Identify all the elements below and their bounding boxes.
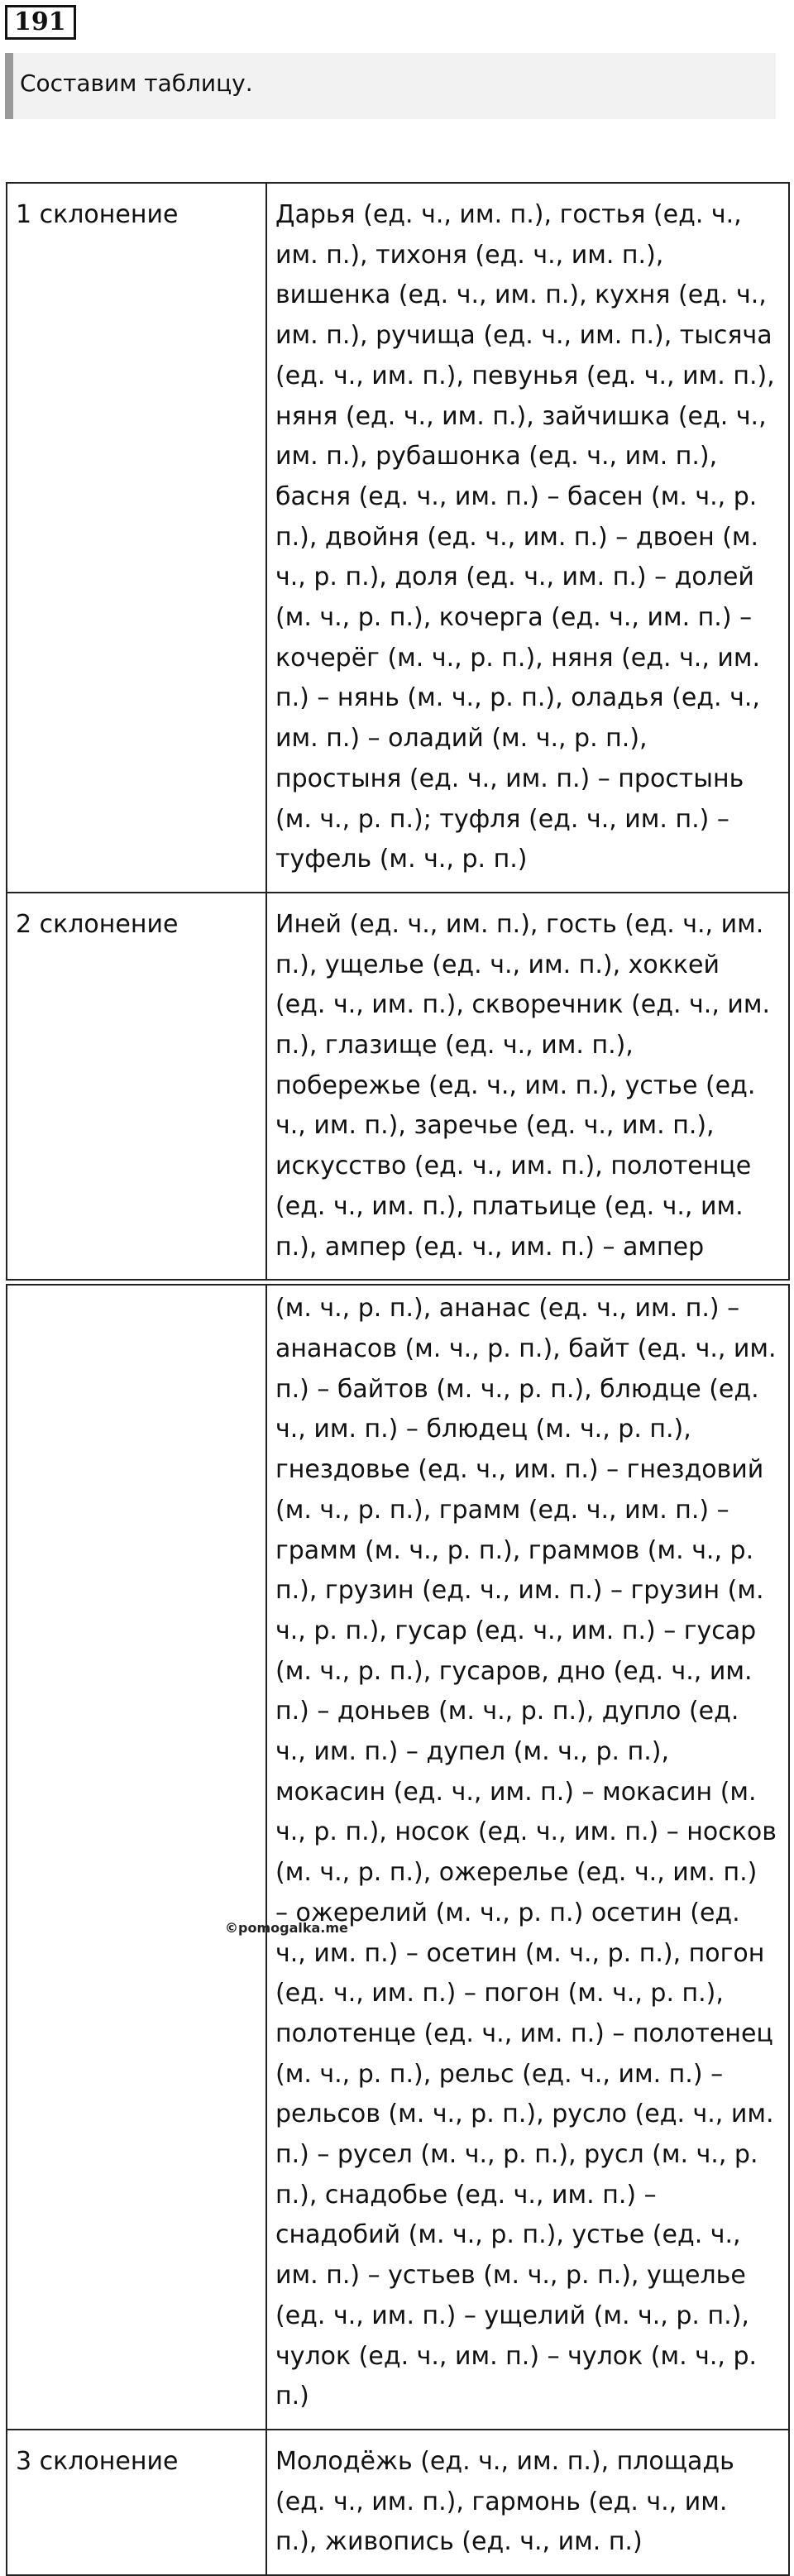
table-row-2-continued: [7, 1285, 789, 2430]
instruction-banner: [5, 53, 776, 119]
category-cell: [7, 1285, 266, 2430]
table-row-3: [7, 2430, 789, 2575]
table-row-1: [7, 183, 789, 893]
examples-cell: Иней (ед. ч., им. п.), гость (ед. ч., им. п.), ущелье (ед. ч., им. п.), хоккей (ед. ч., им. п.), скворечник (ед. ч., им. п.), глазище (ед. ч., им. п.), побережье (ед. ч., им. п.), устье (ед. ч., им. п.), заречье (ед. ч., им. п.), искусство (ед. ч., им. п.), полотенце (ед. ч., им. п.), платьице (ед. ч., им. п.), ампер (ед. ч., им. п.) – ампер: [266, 893, 789, 1280]
category-cell: 2 склонение: [7, 893, 266, 1280]
examples-cell: Дарья (ед. ч., им. п.), гостья (ед. ч., им. п.), тихоня (ед. ч., им. п.), вишенка (ед. ч., им. п.), кухня (ед. ч., им. п.), ручища (ед. ч., им. п.), тысяча (ед. ч., им. п.), певунья (ед. ч., им. п.), няня (ед. ч., им. п.), зайчишка (ед. ч., им. п.), рубашонка (ед. ч., им. п.), басня (ед. ч., им. п.) – басен (м. ч., р. п.), двойня (ед. ч., им. п.) – двоен (м. ч., р. п.), доля (ед. ч., им. п.) – долей (м. ч., р. п.), кочерга (ед. ч., им. п.) – кочерёг (м. ч., р. п.), няня (ед. ч., им. п.) – нянь (м. ч., р. п.), оладья (ед. ч., им. п.) – оладий (м. ч., р. п.), простыня (ед. ч., им. п.) – простынь (м. ч., р. п.); туфля (ед. ч., им. п.) – туфель (м. ч., р. п.): [266, 183, 789, 893]
examples-cell: Молодёжь (ед. ч., им. п.), площадь (ед. ч., им. п.), гармонь (ед. ч., им. п.), живопись (ед. ч., им. п.): [266, 2430, 789, 2575]
category-cell: 3 склонение: [7, 2430, 266, 2575]
instruction-text: Составим таблицу.: [20, 69, 253, 97]
watermark: ©pomogalka.me: [225, 1920, 348, 1936]
category-cell: 1 склонение: [7, 183, 266, 893]
exercise-number: 191: [5, 5, 76, 40]
declension-table: [6, 182, 790, 2576]
table-row-2: [7, 893, 789, 1280]
examples-cell: (м. ч., р. п.), ананас (ед. ч., им. п.) – ананасов (м. ч., р. п.), байт (ед. ч., им. п.) – байтов (м. ч., р. п.), блюдце (ед. ч., им. п.) – блюдец (м. ч., р. п.), гнездовье (ед. ч., им. п.) – гнездовий (м. ч., р. п.), грамм (ед. ч., им. п.) – грамм (м. ч., р. п.), граммов (м. ч., р. п.), грузин (ед. ч., им. п.) – грузин (м. ч., р. п.), гусар (ед. ч., им. п.) – гусар (м. ч., р. п.), гусаров, дно (ед. ч., им. п.) – доньев (м. ч., р. п.), дупло (ед. ч., им. п.) – дупел (м. ч., р. п.), мокасин (ед. ч., им. п.) – мокасин (м. ч., р. п.), носок (ед. ч., им. п.) – носков (м. ч., р. п.), ожерелье (ед. ч., им. п.) – ожерелий (м. ч., р. п.) осетин (ед. ч., им. п.) – осетин (м. ч., р. п.), погон (ед. ч., им. п.) – погон (м. ч., р. п.), полотенце (ед. ч., им. п.) – полотенец (м. ч., р. п.), рельс (ед. ч., им. п.) – рельсов (м. ч., р. п.), русло (ед. ч., им. п.) – русел (м. ч., р. п.), русл (м. ч., р. п.), снадобье (ед. ч., им. п.) – снадобий (м. ч., р. п.), устье (ед. ч., им. п.) – устьев (м. ч., р. п.), ущелье (ед. ч., им. п.) – ущелий (м. ч., р. п.), чулок (ед. ч., им. п.) – чулок (м. ч., р. п.): [266, 1285, 789, 2430]
